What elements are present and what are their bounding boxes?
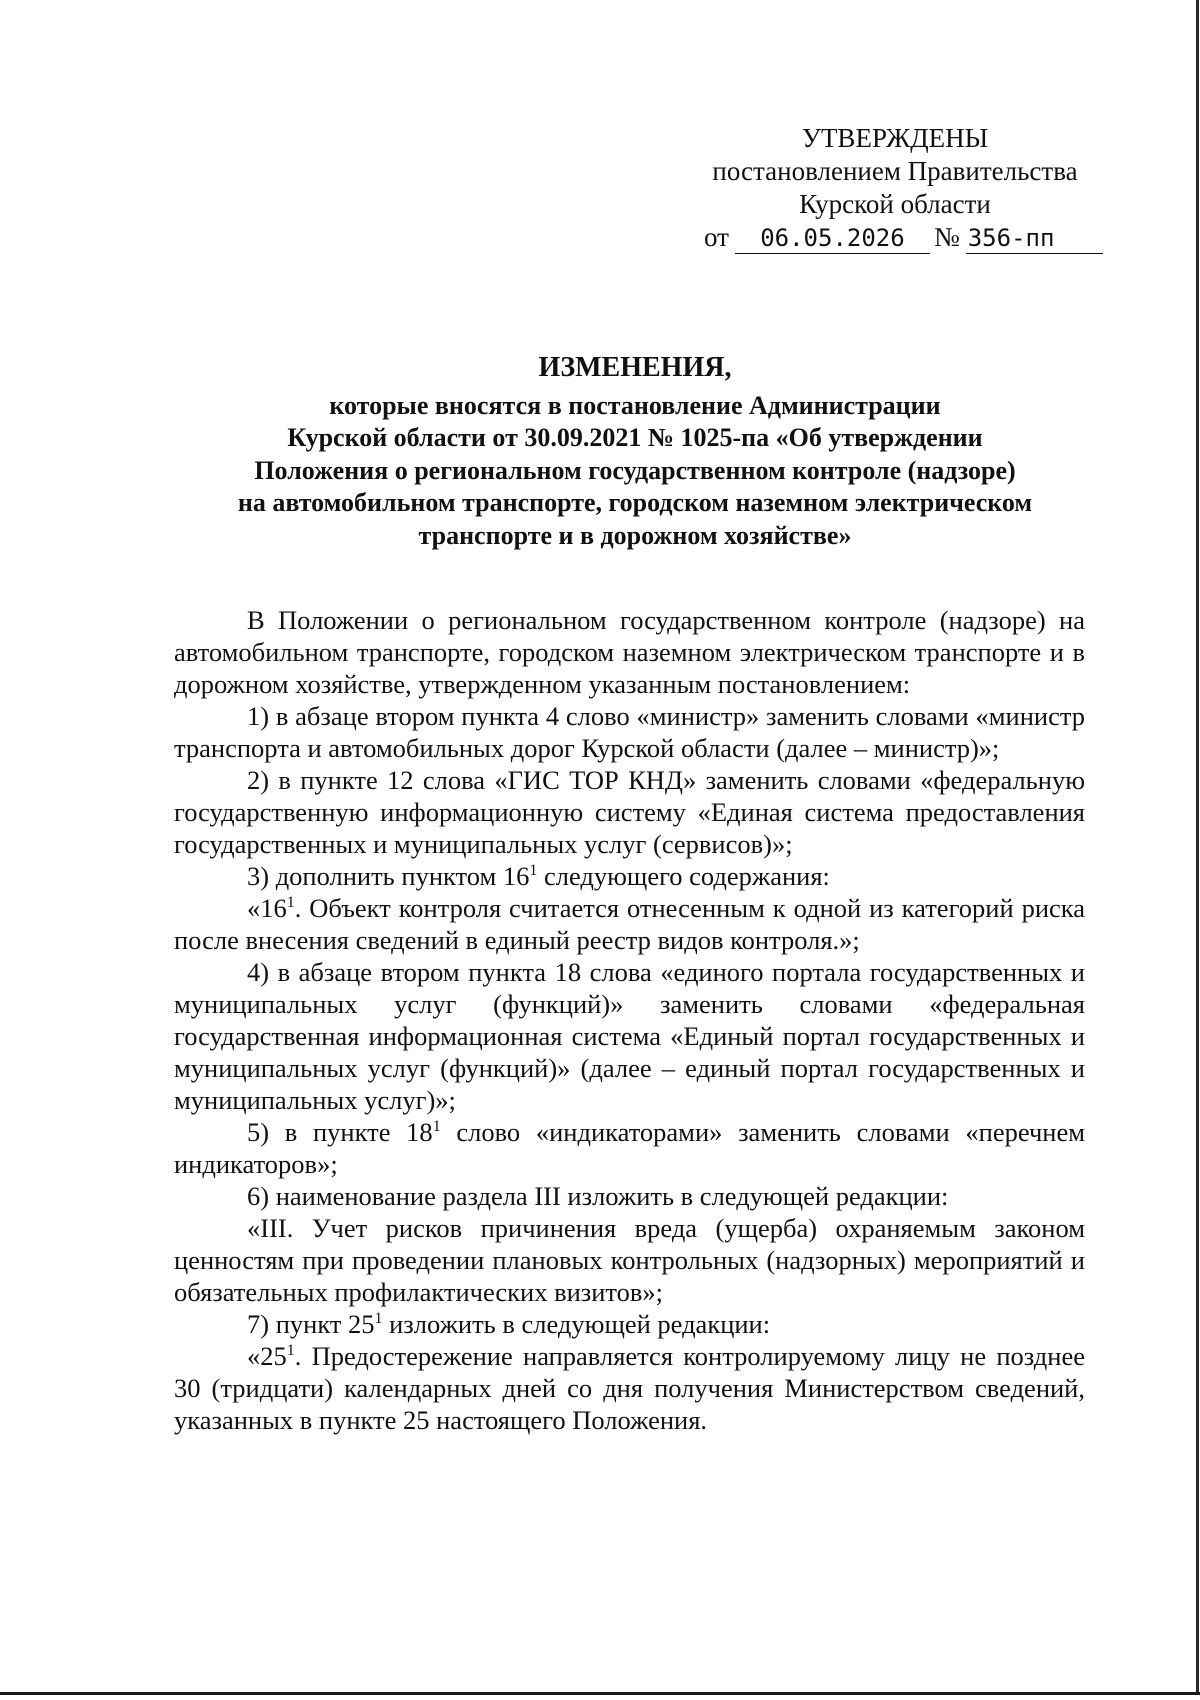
amendment-7-quote: «$25^1$. Предостережение направляется контролируемому лицу не позднее 30 (тридцати) календарных дней со дня получения Министерством сведений, указанных в пункте 25 настоящего Положения. bbox=[174, 1341, 1085, 1435]
approval-region: Курской области bbox=[799, 189, 991, 219]
heading-title: ИЗМЕНЕНИЯ, bbox=[538, 352, 732, 383]
amendment-1: 1) в абзаце втором пункта 4 слово «министр» заменить словами «министр транспорта и автомобильных дорог Курской области (далее – министр)»; bbox=[174, 701, 1085, 763]
resolution-number: 356-пп bbox=[966, 223, 1103, 254]
amendment-4: 4) в абзаце втором пункта 18 слова «единого портала государственных и муниципальных услуг (функций)» заменить словами «федеральная государственная информационная система «Единый портал государственных и муниципальных услуг (функций)» (далее – единый портал государственных и муниципальных услуг)»; bbox=[174, 957, 1085, 1115]
heading-line-2: Курской области от 30.09.2021 № 1025-па «Об утверждении bbox=[287, 423, 983, 452]
amendment-3: 3) дополнить пунктом $16^1$ следующего содержания: bbox=[247, 861, 830, 891]
document-heading bbox=[170, 352, 1100, 552]
amendment-2: 2) в пункте 12 слова «ГИС ТОР КНД» заменить словами «федеральную государственную информационную систему «Единая система предоставления государственных и муниципальных услуг (сервисов)»; bbox=[174, 765, 1085, 859]
scan-edge-right bbox=[1196, 0, 1199, 1692]
heading-line-4: на автомобильном транспорте, городском наземном электрическом bbox=[237, 488, 1033, 517]
approval-title: УТВЕРЖДЕНЫ bbox=[801, 123, 989, 153]
number-sign: № bbox=[933, 222, 960, 252]
amendment-3-quote: «$16^1$. Объект контроля считается отнесенным к одной из категорий риска после внесения сведений в единый реестр видов контроля.»; bbox=[174, 893, 1085, 955]
amendment-6: 6) наименование раздела III изложить в следующей редакции: bbox=[247, 1181, 949, 1211]
resolution-date: 06.05.2026 bbox=[735, 223, 930, 254]
heading-line-5: транспорте и в дорожном хозяйстве» bbox=[418, 520, 852, 550]
approval-by-resolution: постановлением Правительства bbox=[712, 156, 1078, 186]
approval-block bbox=[700, 122, 1090, 254]
heading-line-1: которые вносятся в постановление Администрации bbox=[329, 390, 941, 420]
document-body bbox=[174, 604, 1085, 1436]
approval-reference bbox=[700, 221, 1090, 254]
heading-line-3: Положения о региональном государственном контроле (надзоре) bbox=[254, 455, 1016, 485]
amendment-5: 5) в пункте $18^1$ слово «индикаторами» заменить словами «перечнем индикаторов»; bbox=[174, 1117, 1085, 1179]
amendment-6-quote: «III. Учет рисков причинения вреда (ущерба) охраняемым законом ценностям при проведении плановых контрольных (надзорных) мероприятий и обязательных профилактических визитов»; bbox=[174, 1213, 1085, 1307]
scan-edge-bottom bbox=[0, 1692, 1200, 1695]
amendment-7: 7) пункт $25^1$ изложить в следующей редакции: bbox=[247, 1309, 771, 1339]
intro-paragraph: В Положении о региональном государственном контроле (надзоре) на автомобильном транспорте, городском наземном электрическом транспорте и в дорожном хозяйстве, утвержденном указанным постановлением: bbox=[174, 605, 1085, 699]
from-label: от bbox=[704, 222, 729, 252]
